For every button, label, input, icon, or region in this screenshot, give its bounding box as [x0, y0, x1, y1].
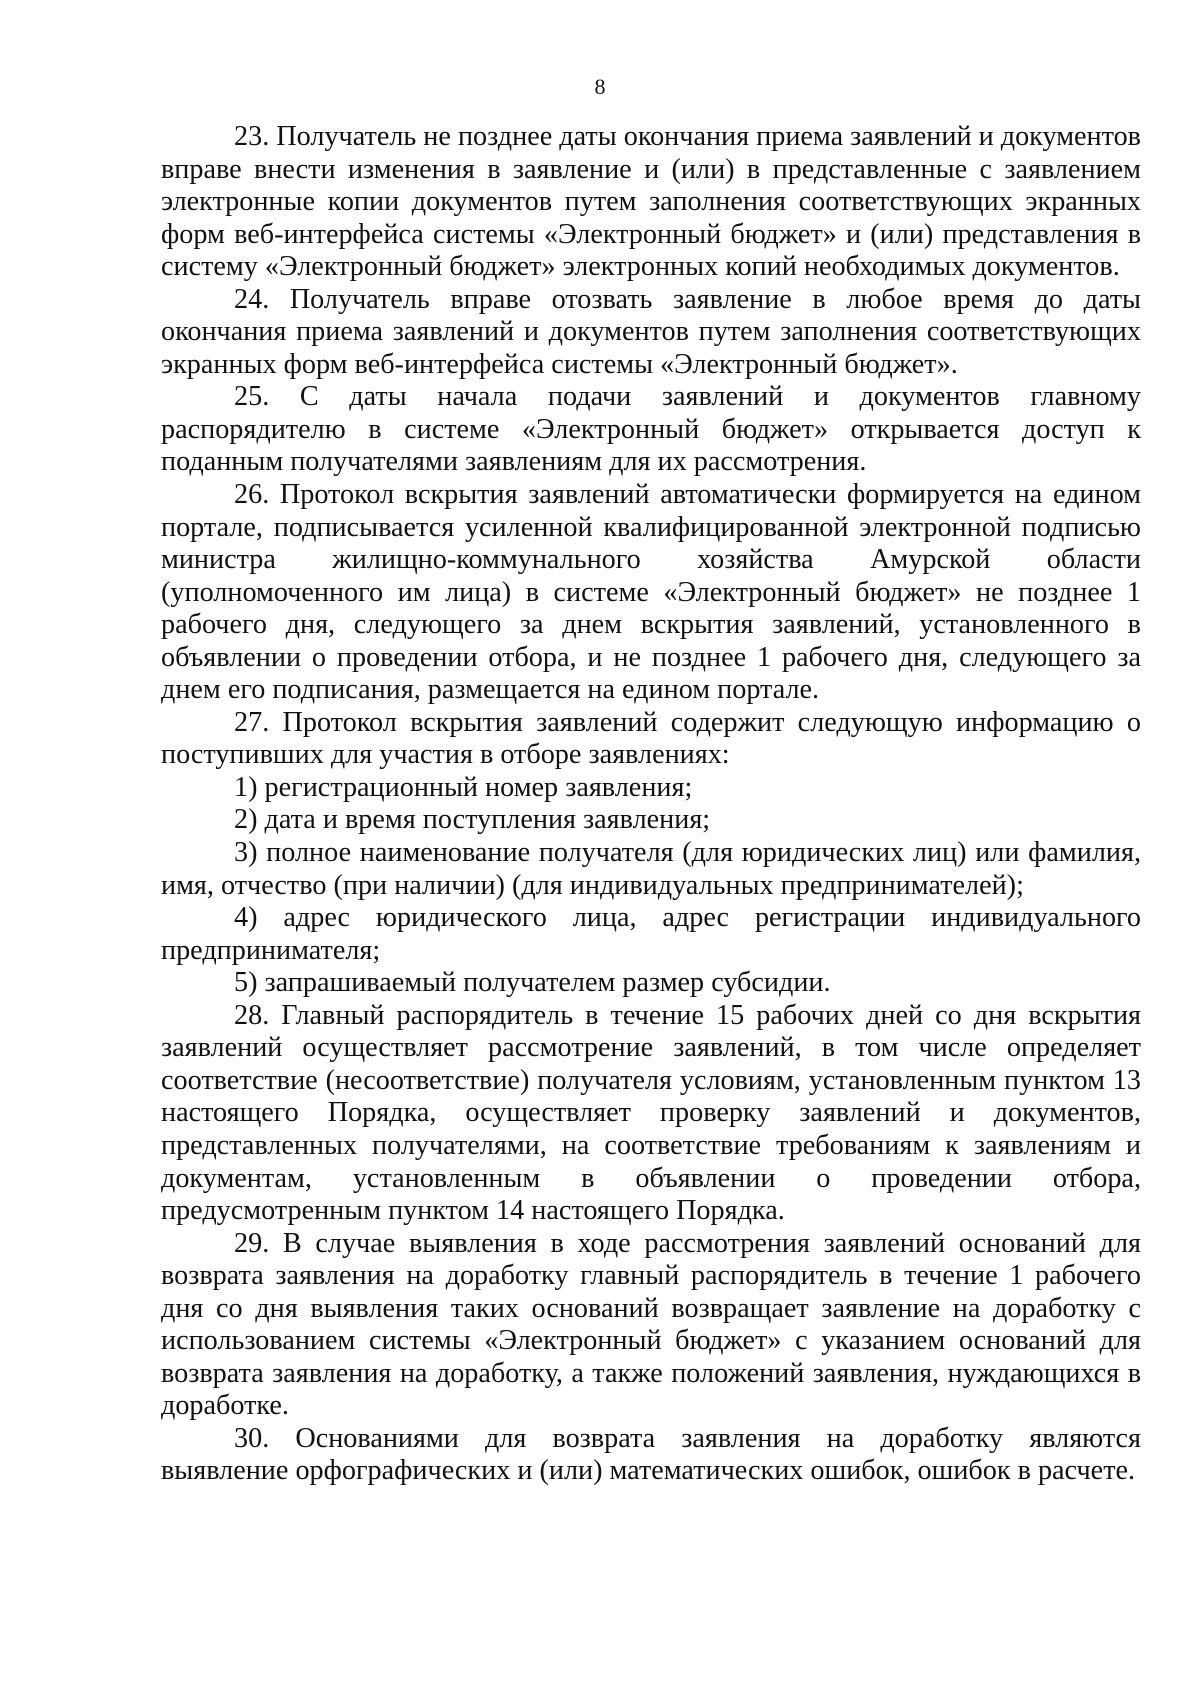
paragraph-30: 30. Основаниями для возврата заявления на доработку являются выявление орфографических и (или) математических ошибок, ошибок в расчете.: [161, 1422, 1141, 1487]
paragraph-26: 26. Протокол вскрытия заявлений автоматически формируется на едином портале, подписывается усиленной квалифицированной электронной подписью министра жилищно-коммунального хозяйства Амурской области (уполномоченного им лица) в системе «Электронный бюджет» не позднее 1 рабочего дня, следующего за днем вскрытия заявлений, установленного в объявлении о проведении отбора, и не позднее 1 рабочего дня, следующего за днем его подписания, размещается на едином портале.: [161, 479, 1141, 706]
list-item-3: 3) полное наименование получателя (для юридических лиц) или фамилия, имя, отчество (при наличии) (для индивидуальных предпринимателей);: [161, 837, 1141, 901]
paragraph-23: 23. Получатель не позднее даты окончания приема заявлений и документов вправе внести изменения в заявление и (или) в представленные с заявлением электронные копии документов путем заполнения соответствующих экранных форм веб-интерфейса системы «Электронный бюджет» и (или) представления в систему «Электронный бюджет» электронных копий необходимых документов.: [161, 121, 1141, 283]
paragraph-29: 29. В случае выявления в ходе рассмотрения заявлений оснований для возврата заявления на доработку главный распорядитель в течение 1 рабочего дня со дня выявления таких оснований возвращает заявление на доработку с использованием системы «Электронный бюджет» с указанием оснований для возврата заявления на доработку, а также положений заявления, нуждающихся в доработке.: [161, 1227, 1141, 1422]
paragraph-28: 28. Главный распорядитель в течение 15 рабочих дней со дня вскрытия заявлений осуществляет рассмотрение заявлений, в том числе определяет соответствие (несоответствие) получателя условиям, установленным пунктом 13 настоящего Порядка, осуществляет проверку заявлений и документов, представленных получателями, на соответствие требованиям к заявлениям и документам, установленным в объявлении о проведении отбора, предусмотренным пунктом 14 настоящего Порядка.: [161, 999, 1141, 1227]
paragraph-27: 27. Протокол вскрытия заявлений содержит следующую информацию о поступивших для участия в отборе заявлениях:: [161, 706, 1141, 771]
page-number: 8: [594, 74, 606, 99]
list-item-2: 2) дата и время поступления заявления;: [234, 804, 711, 836]
paragraph-24: 24. Получатель вправе отозвать заявление в любое время до даты окончания приема заявлений и документов путем заполнения соответствующих экранных форм веб-интерфейса системы «Электронный бюджет».: [161, 283, 1141, 380]
document-body: [161, 121, 1141, 1488]
list-item-1: 1) регистрационный номер заявления;: [234, 771, 693, 803]
paragraph-25: 25. С даты начала подачи заявлений и документов главному распорядителю в системе «Электронный бюджет» открывается доступ к поданным получателями заявлениям для их рассмотрения.: [161, 381, 1141, 478]
list-item-4: 4) адрес юридического лица, адрес регистрации индивидуального предпринимателя;: [161, 902, 1141, 966]
list-item-5: 5) запрашиваемый получателем размер субсидии.: [234, 967, 831, 999]
